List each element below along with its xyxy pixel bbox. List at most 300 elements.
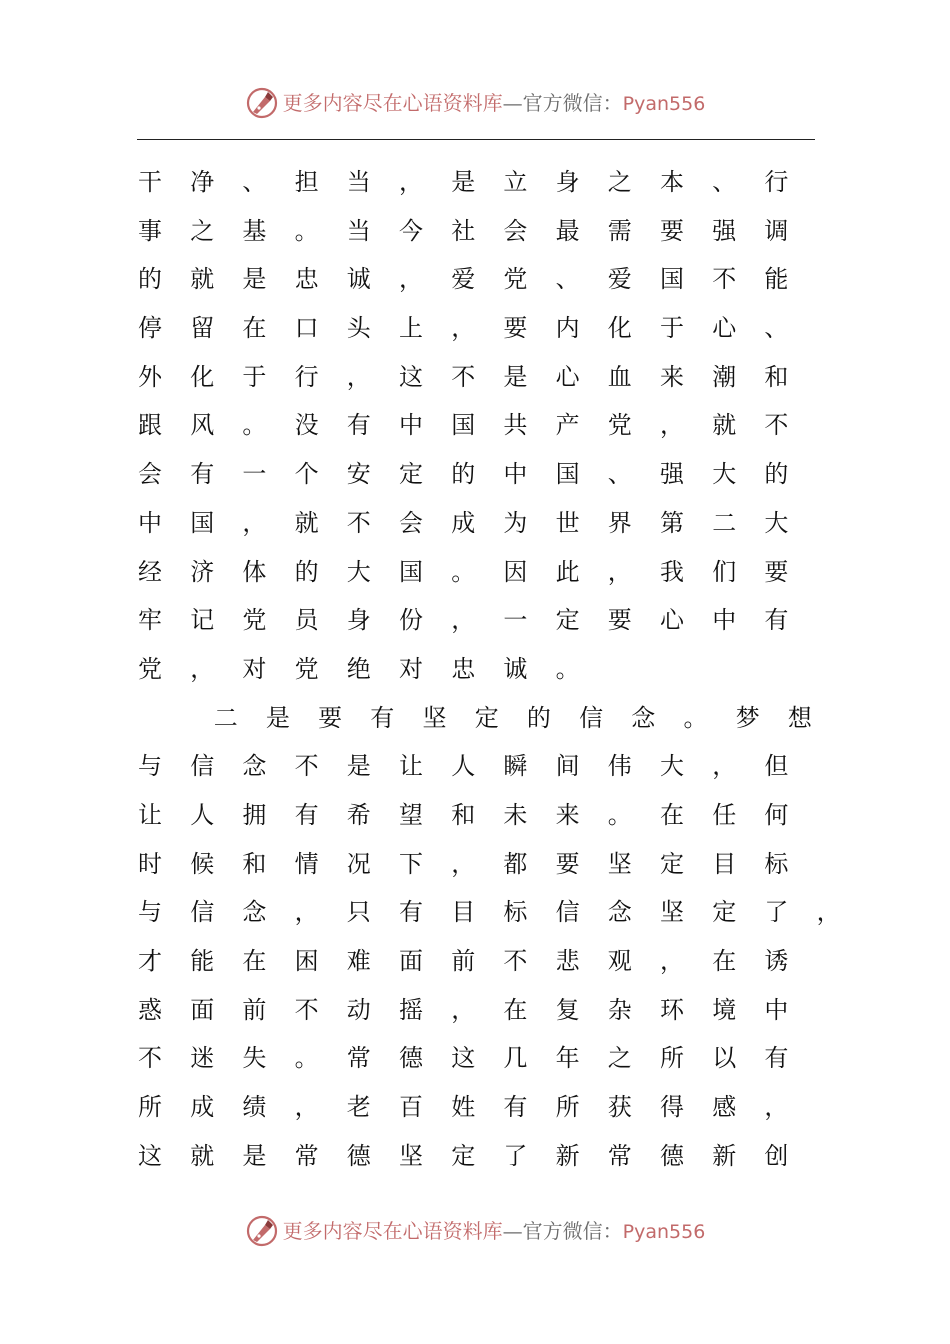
body-char: 份 xyxy=(399,606,423,635)
body-char: 需 xyxy=(607,216,632,245)
body-char: 国 xyxy=(660,265,684,294)
body-char: 就 xyxy=(712,411,737,440)
body-char: 有 xyxy=(346,411,371,440)
body-char: 目 xyxy=(451,898,476,927)
body-char: 想 xyxy=(787,703,812,732)
body-char: 停 xyxy=(138,314,162,343)
body-char: 诚 xyxy=(503,654,528,683)
body-char: 惑 xyxy=(138,995,162,1024)
pen-nib-logo-icon xyxy=(245,1214,279,1248)
body-char: 成 xyxy=(451,508,476,537)
body-char: 行 xyxy=(764,168,789,196)
body-char: 于 xyxy=(242,362,267,391)
body-char: 所 xyxy=(660,1044,684,1073)
body-char: 记 xyxy=(190,606,215,635)
body-char: 有 xyxy=(399,898,423,927)
body-char: 行 xyxy=(294,362,319,391)
body-char: 情 xyxy=(294,849,319,878)
body-char: 标 xyxy=(503,898,528,927)
body-char: ， xyxy=(451,314,476,343)
body-char: 间 xyxy=(555,752,580,781)
body-char: 所 xyxy=(138,1093,162,1122)
body-char: 在 xyxy=(242,314,267,343)
body-char: 。 xyxy=(555,654,580,683)
body-char: 强 xyxy=(712,216,737,245)
body-char: 爱 xyxy=(451,265,476,294)
body-line xyxy=(0,1083,950,1132)
body-char: 爱 xyxy=(607,265,632,294)
body-char: 当 xyxy=(346,168,371,196)
body-char: 党 xyxy=(138,654,162,683)
body-char: 社 xyxy=(451,216,476,245)
body-char: 忠 xyxy=(451,654,476,683)
body-char: 这 xyxy=(138,1141,162,1170)
body-char: 、 xyxy=(242,168,267,196)
body-char: 有 xyxy=(503,1093,528,1122)
body-char: 姓 xyxy=(451,1093,476,1122)
body-char: 会 xyxy=(503,216,528,245)
body-char: 信 xyxy=(555,898,580,927)
body-char: 这 xyxy=(399,362,423,391)
header-banner-text xyxy=(282,90,706,115)
body-char: 世 xyxy=(555,508,580,537)
body-char: 这 xyxy=(451,1044,476,1073)
body-char: 党 xyxy=(294,654,319,683)
body-char: 在 xyxy=(660,800,684,829)
body-char: 前 xyxy=(242,995,267,1024)
header-brand-text: 更多内容尽在心语资料库 xyxy=(282,90,503,115)
body-char: 此 xyxy=(555,557,580,586)
body-char: 能 xyxy=(764,265,789,294)
body-char: 之 xyxy=(190,216,215,245)
body-char: 个 xyxy=(294,460,319,489)
body-char: 何 xyxy=(764,800,789,829)
body-char: 中 xyxy=(138,508,162,537)
body-char: 。 xyxy=(242,411,267,440)
body-line xyxy=(0,694,950,743)
body-char: 不 xyxy=(764,411,789,440)
body-char: 老 xyxy=(346,1093,371,1122)
body-char: ， xyxy=(294,1093,319,1122)
body-char: 安 xyxy=(346,460,371,489)
body-char: 念 xyxy=(242,752,267,781)
body-char: 二 xyxy=(712,508,737,537)
body-char: 让 xyxy=(399,752,423,781)
body-char: 人 xyxy=(190,800,215,829)
body-char: 牢 xyxy=(138,606,162,635)
body-char: 创 xyxy=(764,1141,789,1170)
body-char: 就 xyxy=(294,508,319,537)
body-char: 常 xyxy=(346,1044,371,1073)
header-divider xyxy=(137,139,815,140)
body-char: 、 xyxy=(764,314,789,343)
body-char: 之 xyxy=(607,168,632,196)
body-char: 是 xyxy=(242,1141,267,1170)
body-char: 坚 xyxy=(660,898,684,927)
body-char: 净 xyxy=(190,168,215,196)
body-char: 心 xyxy=(660,606,684,635)
body-char: 上 xyxy=(399,314,423,343)
header-banner xyxy=(0,78,950,128)
body-char: 不 xyxy=(294,995,319,1024)
body-char: 经 xyxy=(138,557,162,586)
body-char: 坚 xyxy=(422,703,447,732)
body-char: 本 xyxy=(660,168,684,196)
pen-nib-logo-icon xyxy=(245,86,279,120)
body-char: 希 xyxy=(346,800,371,829)
body-char: 血 xyxy=(607,362,632,391)
body-char: 的 xyxy=(526,703,551,732)
body-char: 常 xyxy=(607,1141,632,1170)
body-char: ， xyxy=(451,995,476,1024)
body-char: 基 xyxy=(242,216,267,245)
body-char: 。 xyxy=(607,800,632,829)
body-line xyxy=(0,548,950,597)
body-char: ， xyxy=(451,606,476,635)
document-body xyxy=(0,158,950,1180)
body-char: ， xyxy=(242,508,267,537)
body-char: 会 xyxy=(138,460,162,489)
body-char: 中 xyxy=(503,460,528,489)
body-char: 是 xyxy=(503,362,528,391)
body-char: 界 xyxy=(607,508,632,537)
body-char: 德 xyxy=(660,1141,684,1170)
body-char: 大 xyxy=(660,752,684,781)
body-char: 定 xyxy=(660,849,684,878)
body-char: 之 xyxy=(607,1044,632,1073)
body-char: 不 xyxy=(294,752,319,781)
body-char: 、 xyxy=(555,265,580,294)
body-char: 对 xyxy=(242,654,267,683)
body-char: ， xyxy=(660,411,684,440)
body-char: 今 xyxy=(399,216,423,245)
body-char: 梦 xyxy=(735,703,760,732)
body-char: 产 xyxy=(555,411,580,440)
body-char: 前 xyxy=(451,947,476,975)
body-char: 要 xyxy=(555,849,580,878)
header-separator: — xyxy=(502,90,523,115)
body-char: 但 xyxy=(764,752,789,781)
body-char: 诚 xyxy=(346,265,371,294)
body-char: 有 xyxy=(764,606,789,635)
body-char: 了 xyxy=(764,898,789,927)
body-char: 国 xyxy=(451,411,476,440)
body-char: 不 xyxy=(451,362,476,391)
body-char: 大 xyxy=(764,508,789,537)
body-char: 头 xyxy=(346,314,371,343)
body-line xyxy=(0,791,950,840)
body-char: 几 xyxy=(503,1044,528,1073)
body-char: 和 xyxy=(451,800,476,829)
body-char: ， xyxy=(190,654,215,683)
body-char: 共 xyxy=(503,411,528,440)
body-char: 获 xyxy=(607,1093,632,1122)
body-char: 念 xyxy=(242,898,267,927)
body-char: 诱 xyxy=(764,947,789,975)
body-char: 与 xyxy=(138,898,162,927)
body-char: 中 xyxy=(712,606,737,635)
body-char: 。 xyxy=(683,703,708,732)
body-char: 要 xyxy=(503,314,528,343)
body-char: 潮 xyxy=(712,362,737,391)
body-char: 与 xyxy=(138,752,162,781)
body-char: 是 xyxy=(346,752,371,781)
body-char: 党 xyxy=(607,411,632,440)
body-char: 口 xyxy=(294,314,319,343)
body-char: 任 xyxy=(712,800,737,829)
body-char: 都 xyxy=(503,849,528,878)
body-char: 才 xyxy=(138,947,162,975)
footer-banner xyxy=(0,1206,950,1256)
body-char: 强 xyxy=(660,460,684,489)
body-char: 心 xyxy=(555,362,580,391)
body-char: 来 xyxy=(660,362,684,391)
body-char: 有 xyxy=(370,703,395,732)
body-char: 定 xyxy=(451,1141,476,1170)
body-char: 一 xyxy=(503,606,528,635)
body-char: 不 xyxy=(138,1044,162,1073)
body-char: 下 xyxy=(399,849,423,878)
body-char: 在 xyxy=(242,947,267,975)
body-char: 化 xyxy=(607,314,632,343)
body-char: 动 xyxy=(346,995,371,1024)
body-char: 没 xyxy=(294,411,319,440)
body-char: 我 xyxy=(660,557,684,586)
body-char: 忠 xyxy=(294,265,319,294)
body-char: ， xyxy=(607,557,632,586)
body-char: 人 xyxy=(451,752,476,781)
body-char: 坚 xyxy=(399,1141,423,1170)
body-char: 迷 xyxy=(190,1044,215,1073)
body-char: 感 xyxy=(712,1093,737,1122)
body-char: 的 xyxy=(138,265,162,294)
body-char: 因 xyxy=(503,557,528,586)
body-char: 能 xyxy=(190,947,215,975)
body-line xyxy=(0,207,950,256)
body-char: 难 xyxy=(346,947,371,975)
body-char: 、 xyxy=(712,168,737,196)
body-char: 们 xyxy=(712,557,737,586)
body-char: 复 xyxy=(555,995,580,1024)
body-char: 新 xyxy=(712,1141,737,1170)
body-char: 党 xyxy=(242,606,267,635)
body-char: 内 xyxy=(555,314,580,343)
body-char: 是 xyxy=(451,168,476,196)
body-char: 观 xyxy=(607,947,632,975)
body-char: 定 xyxy=(555,606,580,635)
body-char: 信 xyxy=(190,752,215,781)
body-char: 的 xyxy=(764,460,789,489)
body-char: 、 xyxy=(607,460,632,489)
body-char: ， xyxy=(399,168,423,196)
body-char: 调 xyxy=(764,216,789,245)
body-char: 悲 xyxy=(555,947,580,975)
body-char: 的 xyxy=(451,460,476,489)
body-char: 未 xyxy=(503,800,528,829)
body-char: 百 xyxy=(399,1093,423,1122)
body-char: 让 xyxy=(138,800,162,829)
body-char: 新 xyxy=(555,1141,580,1170)
body-char: 以 xyxy=(712,1044,737,1073)
body-char: 面 xyxy=(190,995,215,1024)
footer-brand-text: 更多内容尽在心语资料库 xyxy=(282,1218,503,1243)
body-char: 二 xyxy=(213,703,238,732)
body-char: 风 xyxy=(190,411,215,440)
body-char: 有 xyxy=(294,800,319,829)
body-char: 常 xyxy=(294,1141,319,1170)
body-char: ， xyxy=(399,265,423,294)
body-char: 杂 xyxy=(607,995,632,1024)
body-char: 身 xyxy=(555,168,580,196)
body-char: 只 xyxy=(346,898,371,927)
body-char: 党 xyxy=(503,265,528,294)
body-char: 在 xyxy=(712,947,737,975)
body-char: 来 xyxy=(555,800,580,829)
body-char: 跟 xyxy=(138,411,162,440)
body-line xyxy=(0,742,950,791)
body-char: 了 xyxy=(503,1141,528,1170)
body-char: 就 xyxy=(190,265,215,294)
body-char: 当 xyxy=(346,216,371,245)
body-char: 心 xyxy=(712,314,737,343)
body-char: 德 xyxy=(346,1141,371,1170)
body-char: 伟 xyxy=(607,752,632,781)
body-char: 况 xyxy=(346,849,371,878)
body-line xyxy=(0,840,950,889)
body-char: 绝 xyxy=(346,654,371,683)
body-char: 绩 xyxy=(242,1093,267,1122)
body-char: 德 xyxy=(399,1044,423,1073)
body-char: 立 xyxy=(503,168,528,196)
body-char: 失 xyxy=(242,1044,267,1073)
body-char: 瞬 xyxy=(503,752,528,781)
body-char: 干 xyxy=(138,168,162,196)
body-char: ， xyxy=(764,1093,789,1122)
body-char: 候 xyxy=(190,849,215,878)
body-char: 大 xyxy=(346,557,371,586)
body-char: 得 xyxy=(660,1093,684,1122)
body-char: 要 xyxy=(318,703,343,732)
body-char: 留 xyxy=(190,314,215,343)
body-char: 时 xyxy=(138,849,162,878)
body-line xyxy=(0,255,950,304)
body-char: 中 xyxy=(399,411,423,440)
body-line xyxy=(0,304,950,353)
body-char: 外 xyxy=(138,362,162,391)
body-line xyxy=(0,937,950,986)
body-char: 拥 xyxy=(242,800,267,829)
body-char: 望 xyxy=(399,800,423,829)
body-char: 第 xyxy=(660,508,684,537)
body-line xyxy=(0,596,950,645)
header-contact-handle: Pyan556 xyxy=(622,92,706,115)
body-char: 面 xyxy=(399,947,423,975)
body-char: 员 xyxy=(294,606,319,635)
body-char: ， xyxy=(451,849,476,878)
body-char: 念 xyxy=(607,898,632,927)
body-line xyxy=(0,1034,950,1083)
body-char: 不 xyxy=(503,947,528,975)
body-line xyxy=(0,1132,950,1181)
body-char: 成 xyxy=(190,1093,215,1122)
body-char: 是 xyxy=(242,265,267,294)
body-line xyxy=(0,986,950,1035)
body-char: ， xyxy=(346,362,371,391)
body-char: 困 xyxy=(294,947,319,975)
body-char: 化 xyxy=(190,362,215,391)
body-char: 。 xyxy=(451,557,476,586)
body-char: 定 xyxy=(712,898,737,927)
footer-separator: — xyxy=(502,1218,523,1243)
body-char: 标 xyxy=(764,849,789,878)
body-char: 信 xyxy=(190,898,215,927)
body-char: 事 xyxy=(138,216,162,245)
body-line xyxy=(0,158,950,207)
body-line xyxy=(0,645,950,694)
body-char: 国 xyxy=(555,460,580,489)
body-char: 于 xyxy=(660,314,684,343)
body-line xyxy=(0,499,950,548)
body-char: 定 xyxy=(399,460,423,489)
body-char: 在 xyxy=(503,995,528,1024)
body-char: 的 xyxy=(294,557,319,586)
body-line xyxy=(0,450,950,499)
footer-contact-handle: Pyan556 xyxy=(622,1220,706,1243)
body-char: 定 xyxy=(474,703,499,732)
body-char: 环 xyxy=(660,995,684,1024)
body-line xyxy=(0,353,950,402)
body-char: 信 xyxy=(579,703,604,732)
body-char: 为 xyxy=(503,508,528,537)
body-char: 最 xyxy=(555,216,580,245)
body-char: 和 xyxy=(242,849,267,878)
body-char: 。 xyxy=(294,1044,319,1073)
body-line xyxy=(0,401,950,450)
body-char: 年 xyxy=(555,1044,580,1073)
body-char: 会 xyxy=(399,508,423,537)
body-char: 不 xyxy=(346,508,371,537)
body-char: 济 xyxy=(190,557,215,586)
body-char: 身 xyxy=(346,606,371,635)
body-char: 和 xyxy=(764,362,789,391)
body-char: 一 xyxy=(242,460,267,489)
body-char: 。 xyxy=(294,216,319,245)
body-char: 摇 xyxy=(399,995,423,1024)
body-char: 有 xyxy=(764,1044,789,1073)
body-char: 要 xyxy=(764,557,789,586)
header-contact-label: 官方微信： xyxy=(522,90,623,115)
body-char: 目 xyxy=(712,849,737,878)
body-line xyxy=(0,888,950,937)
body-char: 国 xyxy=(399,557,423,586)
body-char: 大 xyxy=(712,460,737,489)
body-char: 念 xyxy=(631,703,656,732)
body-char: 就 xyxy=(190,1141,215,1170)
body-char: 是 xyxy=(265,703,290,732)
body-char: ， xyxy=(712,752,737,781)
body-char: ， xyxy=(816,898,841,927)
body-char: 有 xyxy=(190,460,215,489)
body-char: 对 xyxy=(399,654,423,683)
body-char: ， xyxy=(294,898,319,927)
footer-contact-label: 官方微信： xyxy=(522,1218,623,1243)
footer-banner-text xyxy=(282,1218,706,1243)
body-char: 不 xyxy=(712,265,737,294)
body-char: 担 xyxy=(294,168,319,196)
body-char: 境 xyxy=(712,995,737,1024)
body-char: 国 xyxy=(190,508,215,537)
body-char: ， xyxy=(660,947,684,975)
